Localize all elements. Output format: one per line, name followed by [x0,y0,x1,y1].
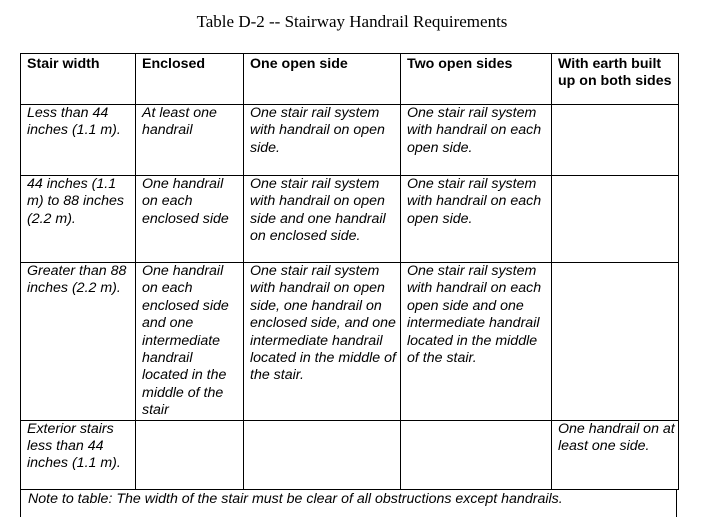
column-header-stair-width: Stair width [21,54,136,105]
table-cell: Greater than 88 inches (2.2 m). [21,263,136,421]
table-cell: One stair rail system with handrail on each open side. [401,105,552,176]
table-note: Note to table: The width of the stair must be clear of all obstructions except handrails. [20,489,677,517]
column-header-earth-built-up: With earth built up on both sides [552,54,679,105]
column-header-two-open-sides: Two open sides [401,54,552,105]
table-cell: One handrail on each enclosed side and one intermediate handrail located in the middle of the stair [136,263,244,421]
table-cell [552,263,679,421]
table-cell: One stair rail system with handrail on open side and one handrail on enclosed side. [244,176,401,263]
table-cell [136,420,244,489]
table-cell: One handrail on at least one side. [552,420,679,489]
table-cell: 44 inches (1.1 m) to 88 inches (2.2 m). [21,176,136,263]
table-row [21,263,679,421]
table-cell: One handrail on each enclosed side [136,176,244,263]
table-cell [552,105,679,176]
table-cell [552,176,679,263]
column-header-enclosed: Enclosed [136,54,244,105]
table-cell: Less than 44 inches (1.1 m). [21,105,136,176]
handrail-requirements-table [20,53,679,490]
table-cell: One stair rail system with handrail on each open side. [401,176,552,263]
table-row [21,420,679,489]
column-header-one-open-side: One open side [244,54,401,105]
table-cell: One stair rail system with handrail on open side, one handrail on enclosed side, and one intermediate handrail located in the middle of the stair. [244,263,401,421]
table-cell [401,420,552,489]
header-row [21,54,679,105]
table-cell: Exterior stairs less than 44 inches (1.1 m). [21,420,136,489]
table-row [21,176,679,263]
table-cell: One stair rail system with handrail on open side. [244,105,401,176]
table-title: Table D-2 -- Stairway Handrail Requirements [196,12,508,31]
table-cell: One stair rail system with handrail on each open side and one intermediate handrail located in the middle of the stair. [401,263,552,421]
table-cell [244,420,401,489]
table-row [21,105,679,176]
table-cell: At least one handrail [136,105,244,176]
